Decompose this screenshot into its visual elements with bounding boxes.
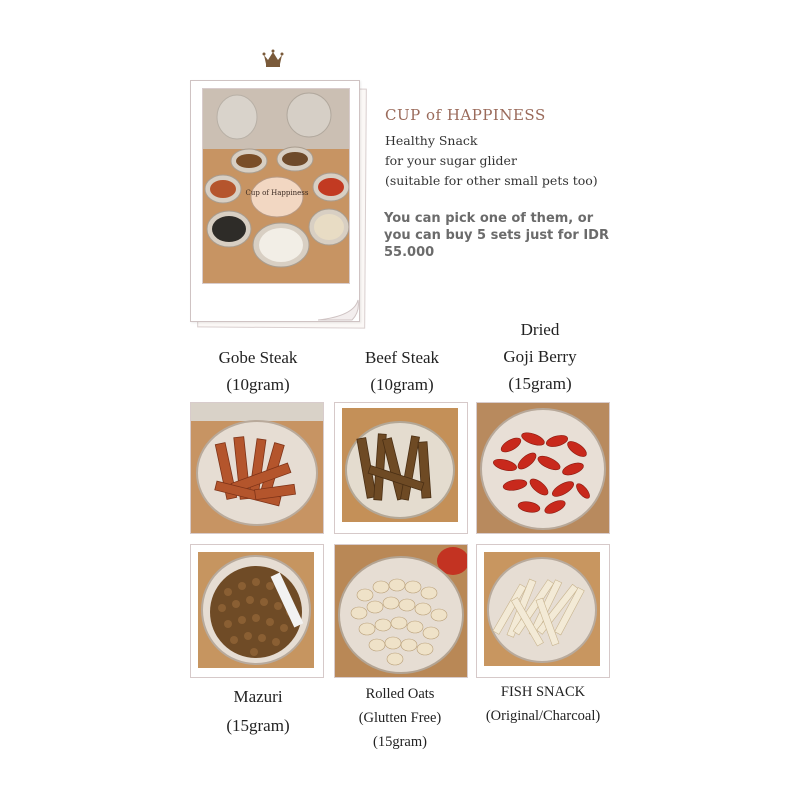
photo-mazuri: [198, 552, 314, 668]
brand-title: CUP of HAPPINESS: [385, 106, 546, 124]
product-size: (15gram): [226, 716, 290, 735]
paper-curl: [318, 298, 362, 324]
label-fish-snack: [468, 680, 618, 728]
hero-lid-text: Cup of Happiness: [245, 189, 309, 197]
photo-gobe-steak: [190, 402, 324, 534]
photo-fish-snack: [484, 552, 600, 666]
label-goji-berry: [478, 316, 602, 397]
tagline-line-2: for your sugar glider: [385, 153, 517, 168]
crown-icon: [262, 48, 284, 68]
product-name: Rolled Oats: [365, 686, 435, 702]
product-size: (15gram): [508, 374, 572, 393]
product-size: (10gram): [370, 375, 434, 394]
product-name: Gobe Steak: [218, 348, 298, 367]
product-name: FISH SNACK: [500, 684, 586, 700]
tagline-line-3: (suitable for other small pets too): [385, 173, 598, 188]
product-name: Mazuri: [233, 687, 283, 706]
product-name-line-2: (Glutten Free): [358, 710, 442, 726]
product-name: Beef Steak: [364, 348, 440, 367]
photo-goji-berry: [476, 402, 610, 534]
photo-rolled-oats: [334, 544, 468, 678]
promo-text: You can pick one of them, or you can buy 5 sets just for IDR 55.000: [384, 211, 609, 260]
label-rolled-oats: [330, 682, 470, 754]
product-size: (Original/Charcoal): [485, 708, 601, 724]
label-gobe-steak: [196, 344, 320, 398]
hero-photo: [202, 88, 350, 284]
tagline-line-1: Healthy Snack: [385, 133, 478, 148]
product-name-line-2: Goji Berry: [503, 347, 577, 366]
product-size: (15gram): [373, 734, 427, 750]
label-beef-steak: [340, 344, 464, 398]
product-name-line-1: Dried: [520, 320, 560, 339]
photo-beef-steak: [342, 408, 458, 522]
label-mazuri: [196, 682, 320, 740]
product-size: (10gram): [226, 375, 290, 394]
